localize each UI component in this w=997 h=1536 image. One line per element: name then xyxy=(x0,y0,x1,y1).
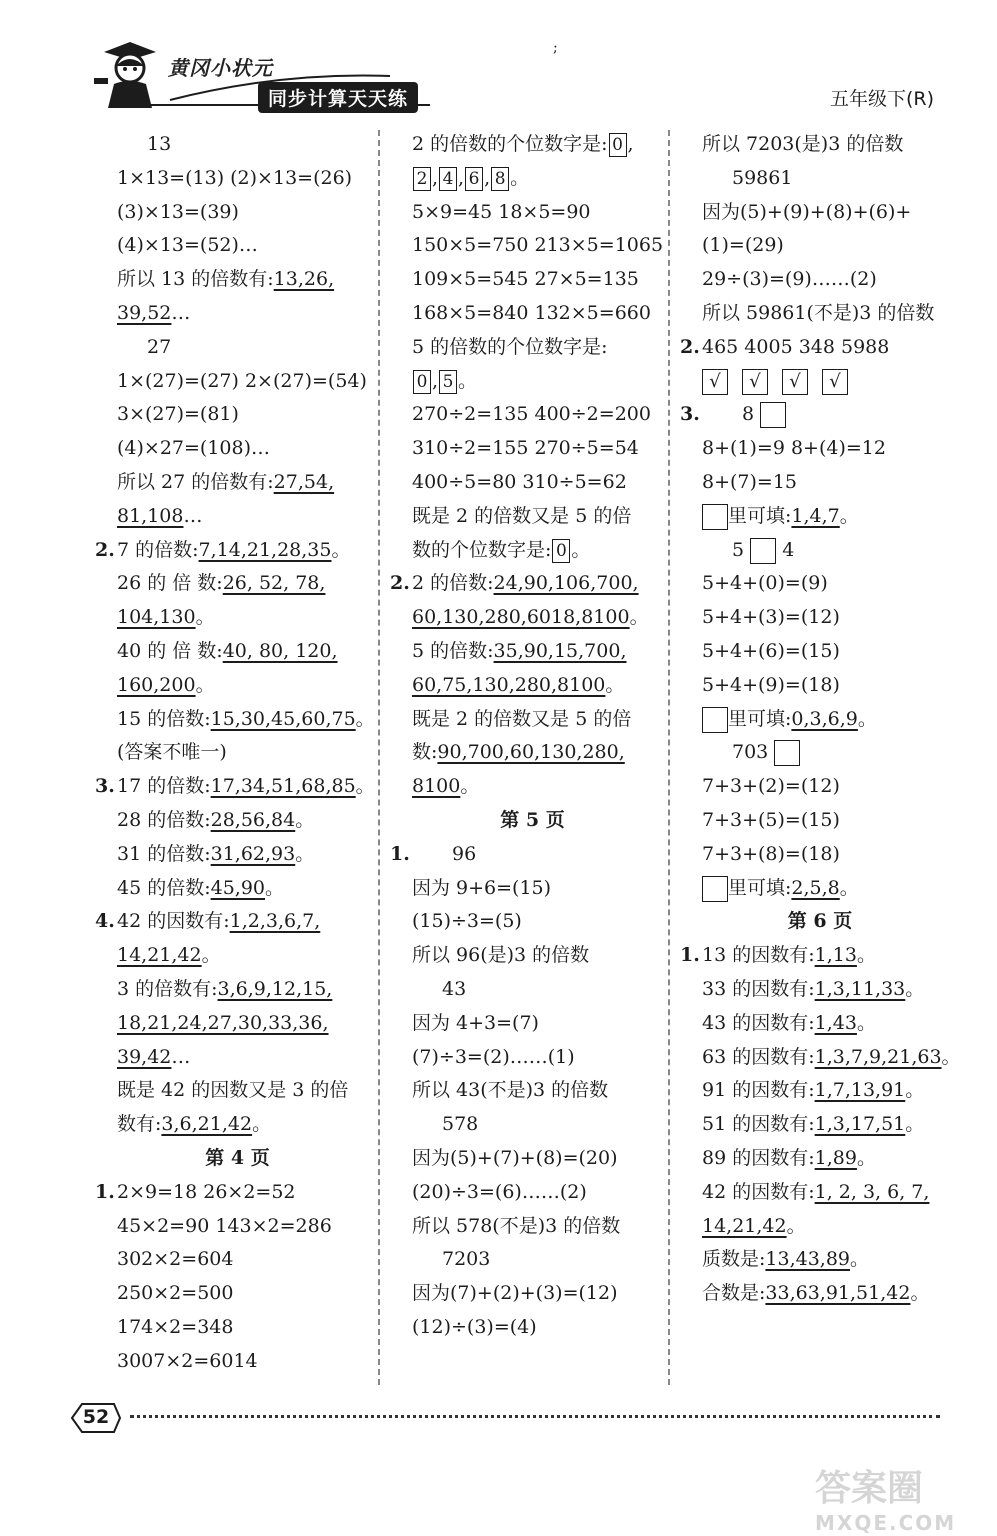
answer-line: 27 xyxy=(147,335,172,358)
answer-text: 。 xyxy=(850,1248,870,1271)
answer-line xyxy=(680,500,960,534)
answer-text: 质数是: xyxy=(702,1248,766,1271)
answer-line xyxy=(95,500,380,534)
answer-line: 8+(1)=9 8+(4)=12 xyxy=(702,437,886,460)
answer-line xyxy=(680,331,960,365)
answer-line xyxy=(95,1041,380,1075)
underlined-answer: 27,54, xyxy=(273,470,335,493)
series-title: 同步计算天天练 xyxy=(258,82,418,113)
answer-text: 。 xyxy=(941,1045,961,1068)
answer-line: 0 , 5 。 xyxy=(390,365,675,399)
question-number: 2. xyxy=(95,538,115,561)
underlined-answer: 1,13 xyxy=(814,944,857,967)
answer-column-2 xyxy=(390,128,675,1345)
underlined-answer: 24,90,106,700, xyxy=(493,572,639,595)
answer-line xyxy=(95,1007,380,1041)
answer-text: 51 的因数有: xyxy=(702,1113,815,1136)
answer-text: 89 的因数有: xyxy=(702,1146,815,1169)
answer-line: 13 xyxy=(147,133,172,155)
answer-line xyxy=(680,1176,960,1210)
blank-box xyxy=(702,876,728,902)
page-number: 52 xyxy=(82,1406,110,1428)
footer-dotted-rule xyxy=(130,1415,940,1418)
answer-line: 5+4+(9)=(18) xyxy=(702,673,840,696)
answer-text: 里可填: xyxy=(728,876,792,899)
answer-text: 。 xyxy=(857,707,877,730)
answer-line xyxy=(95,263,380,297)
answer-text: 。 xyxy=(856,1011,876,1034)
check-icon: √ xyxy=(742,369,768,395)
underlined-answer: 104,130 xyxy=(117,606,196,629)
boxed-digit: 6 xyxy=(465,167,483,191)
answer-line xyxy=(95,973,380,1007)
answer-line: 3007×2=6014 xyxy=(117,1349,258,1372)
answer-line: 所以 43(不是)3 的倍数 xyxy=(412,1079,609,1102)
page-header xyxy=(0,0,997,120)
answer-text: 40 的 倍 数: xyxy=(117,639,223,662)
boxed-digit: 2 xyxy=(413,167,431,191)
answer-text: 8 xyxy=(742,403,755,426)
underlined-answer: 1, 2, 3, 6, 7, xyxy=(814,1180,930,1203)
question-number: 1. xyxy=(95,1180,115,1203)
underlined-answer: 14,21,42 xyxy=(702,1214,787,1237)
answer-text: 17 的倍数: xyxy=(117,775,211,798)
answer-text: 。 xyxy=(605,673,625,696)
check-icon: √ xyxy=(782,369,808,395)
answer-text: 3 的倍数有: xyxy=(117,977,218,1000)
underlined-answer: 28,56,84 xyxy=(210,808,296,831)
answer-text: 45 的倍数: xyxy=(117,876,211,899)
answer-line: 1×(27)=(27) 2×(27)=(54) xyxy=(117,369,367,392)
answer-text: 42 的因数有: xyxy=(702,1180,815,1203)
underlined-answer: 7,14,21,28,35 xyxy=(198,538,332,561)
answer-line: 45×2=90 143×2=286 xyxy=(117,1214,332,1237)
answer-line xyxy=(95,770,380,804)
answer-column-1 xyxy=(95,128,380,1378)
answer-line: 因为(5)+(7)+(8)=(20) xyxy=(412,1146,618,1169)
answer-line: (3)×13=(39) xyxy=(117,200,239,223)
answer-line: 59861 xyxy=(732,166,793,189)
answer-text: 2 的倍数: xyxy=(412,572,494,595)
answer-text: 。 xyxy=(295,808,315,831)
answer-line: 310÷2=155 270÷5=54 xyxy=(412,437,639,460)
answer-text: 465 4005 348 5988 xyxy=(702,335,890,358)
answer-line: 7203 xyxy=(442,1248,491,1271)
answer-line: 因为(7)+(2)+(3)=(12) xyxy=(412,1282,618,1305)
answer-text: 。 xyxy=(786,1214,806,1237)
underlined-answer: 33,63,91,51,42 xyxy=(765,1282,911,1305)
answer-line: 既是 2 的倍数又是 5 的倍 xyxy=(412,504,632,527)
underlined-answer: 81,108 xyxy=(117,504,184,527)
answer-line: 3×(27)=(81) xyxy=(117,403,239,426)
top-mark: ; xyxy=(553,40,558,56)
underlined-answer: 1,3,7,9,21,63 xyxy=(814,1045,942,1068)
answer-line: 5×9=45 18×5=90 xyxy=(412,200,591,223)
answer-text: 43 的因数有: xyxy=(702,1011,815,1034)
answer-text: 里可填: xyxy=(728,707,792,730)
answer-line: 150×5=750 213×5=1065 xyxy=(412,234,664,257)
answer-line: 7+3+(2)=(12) xyxy=(702,775,840,798)
answer-line xyxy=(95,872,380,906)
underlined-answer: 13,43,89 xyxy=(765,1248,851,1271)
underlined-answer: 60,75,130,280,8100 xyxy=(412,673,606,696)
answer-line xyxy=(680,1041,960,1075)
answer-text: 。 xyxy=(856,1146,876,1169)
question-number: 3. xyxy=(680,403,700,426)
answer-line xyxy=(680,736,960,770)
answer-line xyxy=(680,398,960,432)
answer-line: (12)÷(3)=(4) xyxy=(412,1315,537,1338)
underlined-answer: 3,6,9,12,15, xyxy=(217,977,333,1000)
answer-text: … xyxy=(171,301,191,324)
answer-line: 所以 96(是)3 的倍数 xyxy=(412,944,590,967)
answer-text: 15 的倍数: xyxy=(117,707,211,730)
answer-text: 13 的因数有: xyxy=(702,944,815,967)
answer-line xyxy=(390,736,675,770)
underlined-answer: 60,130,280,6018,8100 xyxy=(412,606,630,629)
underlined-answer: 160,200 xyxy=(117,673,196,696)
underlined-answer: 39,52 xyxy=(117,301,172,324)
question-number: 2. xyxy=(680,335,700,358)
answer-line: 所以 59861(不是)3 的倍数 xyxy=(702,301,935,324)
answer-text: 26 的 倍 数: xyxy=(117,572,223,595)
answer-line: 29÷(3)=(9)……(2) xyxy=(702,268,877,291)
answer-line xyxy=(390,635,675,669)
underlined-answer: 1,4,7 xyxy=(791,504,840,527)
underlined-answer: 2,5,8 xyxy=(791,876,840,899)
answer-text: 。 xyxy=(629,606,649,629)
answer-line: 578 xyxy=(442,1113,479,1136)
answer-text: 63 的因数有: xyxy=(702,1045,815,1068)
answer-line xyxy=(95,635,380,669)
answer-text: 数: xyxy=(412,741,438,764)
grade-label: 五年级下(R) xyxy=(830,88,935,110)
answer-text: … xyxy=(171,1045,191,1068)
answer-text: 2×9=18 26×2=52 xyxy=(117,1180,296,1203)
answer-line: (4)×13=(52)… xyxy=(117,234,258,257)
question-number: 1. xyxy=(390,842,410,865)
answer-line: 因为(5)+(9)+(8)+(6)+ xyxy=(702,200,912,223)
answer-text: … xyxy=(183,504,203,527)
answer-column-3 xyxy=(680,128,960,1311)
answer-line: 数的个位数字是: 0 。 xyxy=(412,538,591,561)
answer-line: 1×13=(13) (2)×13=(26) xyxy=(117,166,353,189)
answer-line xyxy=(95,905,380,939)
answer-text: 里可填: xyxy=(728,504,792,527)
answer-text: 。 xyxy=(201,944,221,967)
answer-text: , xyxy=(627,133,634,155)
check-icon: √ xyxy=(822,369,848,395)
watermark xyxy=(815,1460,985,1535)
answer-text: 。 xyxy=(905,1079,925,1102)
scholar-mascot-icon xyxy=(90,38,170,110)
answer-text: 7 的倍数: xyxy=(117,538,199,561)
answer-text: 28 的倍数: xyxy=(117,808,211,831)
check-row xyxy=(680,365,960,399)
answer-line: (答案不唯一) xyxy=(117,741,227,764)
answer-line xyxy=(680,872,960,906)
answer-line: 5 的倍数的个位数字是: xyxy=(412,335,608,358)
underlined-answer: 26, 52, 78, xyxy=(222,572,326,595)
blank-box xyxy=(750,538,776,564)
answer-line xyxy=(95,939,380,973)
answer-line xyxy=(95,601,380,635)
watermark-title: 答案圈 xyxy=(815,1468,924,1509)
answer-text: 。 xyxy=(195,673,215,696)
blank-box xyxy=(774,740,800,766)
question-number: 1. xyxy=(680,944,700,967)
answer-line xyxy=(95,804,380,838)
answer-text: 。 xyxy=(905,977,925,1000)
answer-line xyxy=(95,703,380,737)
underlined-answer: 35,90,15,700, xyxy=(493,639,627,662)
answer-line: 7+3+(5)=(15) xyxy=(702,808,840,831)
answer-line xyxy=(390,669,675,703)
series-logo-text: 黄冈小状元 xyxy=(168,56,273,80)
answer-line: 因为 9+6=(15) xyxy=(412,876,552,899)
answer-text: 。 xyxy=(910,1282,930,1305)
answer-line: (15)÷3=(5) xyxy=(412,910,522,933)
answer-line: 400÷5=80 310÷5=62 xyxy=(412,470,627,493)
answer-text: 4 xyxy=(782,538,795,561)
answer-text: 33 的因数有: xyxy=(702,977,815,1000)
page-section-heading: 第 6 页 xyxy=(787,910,853,933)
underlined-answer: 1,43 xyxy=(814,1011,857,1034)
page-number-badge xyxy=(70,1402,122,1434)
boxed-digit: 0 xyxy=(413,370,431,394)
answer-text: 数有: xyxy=(117,1113,162,1136)
answer-line: 109×5=545 27×5=135 xyxy=(412,268,639,291)
underlined-answer: 1,3,11,33 xyxy=(814,977,906,1000)
check-icon: √ xyxy=(702,369,728,395)
blank-box xyxy=(702,707,728,733)
answer-line xyxy=(680,1108,960,1142)
answer-text: 2 的倍数的个位数字是: xyxy=(412,133,608,155)
boxed-digit: 4 xyxy=(439,167,457,191)
answer-line xyxy=(95,297,380,331)
answer-text: 。 xyxy=(295,842,315,865)
underlined-answer: 1,7,13,91 xyxy=(814,1079,906,1102)
underlined-answer: 39,42 xyxy=(117,1045,172,1068)
page-section-heading: 第 4 页 xyxy=(205,1146,270,1169)
answer-line xyxy=(680,534,960,568)
underlined-answer: 15,30,45,60,75 xyxy=(210,707,356,730)
answer-line xyxy=(95,838,380,872)
answer-text: 703 xyxy=(732,741,769,764)
underlined-answer: 18,21,24,27,30,33,36, xyxy=(117,1011,329,1034)
underlined-answer: 8100 xyxy=(412,775,461,798)
underlined-answer: 1,2,3,6,7, xyxy=(229,910,321,933)
underlined-answer: 14,21,42 xyxy=(117,944,202,967)
answer-line xyxy=(680,1243,960,1277)
answer-line xyxy=(680,1007,960,1041)
answer-line: 5+4+(0)=(9) xyxy=(702,572,828,595)
answer-line xyxy=(680,703,960,737)
answer-line: 43 xyxy=(442,977,467,1000)
underlined-answer: 17,34,51,68,85 xyxy=(210,775,356,798)
blank-box xyxy=(760,402,786,428)
answer-text: 数的个位数字是: xyxy=(412,538,552,561)
answer-line: 302×2=604 xyxy=(117,1248,234,1271)
answer-line: 所以 578(不是)3 的倍数 xyxy=(412,1214,621,1237)
answer-text: 。 xyxy=(856,944,876,967)
answer-line: 270÷2=135 400÷2=200 xyxy=(412,403,651,426)
boxed-digit: 0 xyxy=(552,539,570,563)
underlined-answer: 45,90 xyxy=(210,876,266,899)
answer-text: 。 xyxy=(355,707,375,730)
underlined-answer: 0,3,6,9 xyxy=(791,707,858,730)
answer-line xyxy=(390,567,675,601)
answer-text: 。 xyxy=(839,504,859,527)
answer-line xyxy=(95,466,380,500)
answer-line xyxy=(390,601,675,635)
watermark-url: MXQE.COM xyxy=(815,1511,957,1535)
boxed-digit: 8 xyxy=(491,167,509,191)
answer-line xyxy=(680,973,960,1007)
boxed-digit: 5 xyxy=(439,370,457,394)
underlined-answer: 31,62,93 xyxy=(210,842,296,865)
answer-line xyxy=(680,1277,960,1311)
answer-line xyxy=(95,669,380,703)
answer-line: 因为 4+3=(7) xyxy=(412,1011,539,1034)
answer-line xyxy=(390,838,675,872)
answer-line xyxy=(680,1210,960,1244)
underlined-answer: 1,89 xyxy=(814,1146,857,1169)
question-number: 2. xyxy=(390,572,410,595)
underlined-answer: 40, 80, 120, xyxy=(222,639,338,662)
answer-text: 31 的倍数: xyxy=(117,842,211,865)
answer-line xyxy=(390,770,675,804)
underlined-answer: 1,3,17,51 xyxy=(814,1113,906,1136)
answer-line xyxy=(95,567,380,601)
underlined-answer: 13,26, xyxy=(273,268,335,291)
answer-line: 既是 42 的因数又是 3 的倍 xyxy=(117,1079,349,1102)
answer-line xyxy=(390,128,675,162)
answer-line xyxy=(680,939,960,973)
blank-box xyxy=(702,504,728,530)
answer-text: 5 xyxy=(732,538,745,561)
answer-text: 。 xyxy=(195,606,215,629)
answer-line: (4)×27=(108)… xyxy=(117,437,271,460)
answer-text: 。 xyxy=(331,538,351,561)
answer-text: 5 的倍数: xyxy=(412,639,494,662)
answer-line: 250×2=500 xyxy=(117,1282,234,1305)
answer-text: 。 xyxy=(252,1113,272,1136)
boxed-digit: 0 xyxy=(609,133,627,157)
answer-line: 7+3+(8)=(18) xyxy=(702,842,840,865)
question-number: 4. xyxy=(95,910,115,933)
answer-text: 。 xyxy=(460,775,480,798)
answer-text: 91 的因数有: xyxy=(702,1079,815,1102)
page-section-heading: 第 5 页 xyxy=(500,808,565,831)
answer-line: 5+4+(3)=(12) xyxy=(702,606,840,629)
answer-text: 合数是: xyxy=(702,1282,766,1305)
underlined-answer: 3,6,21,42 xyxy=(161,1113,253,1136)
answer-line: (20)÷3=(6)……(2) xyxy=(412,1180,587,1203)
answer-text: 。 xyxy=(355,775,375,798)
question-number: 3. xyxy=(95,775,115,798)
answer-text: 。 xyxy=(905,1113,925,1136)
answer-text: 96 xyxy=(452,842,477,865)
answer-line: 所以 7203(是)3 的倍数 xyxy=(702,133,904,155)
answer-text: 所以 13 的倍数有: xyxy=(117,268,274,291)
answer-line xyxy=(95,534,380,568)
answer-text: 所以 27 的倍数有: xyxy=(117,470,274,493)
answer-line: 5+4+(6)=(15) xyxy=(702,639,840,662)
answer-line xyxy=(680,1142,960,1176)
answer-line xyxy=(95,1108,380,1142)
answer-line: (7)÷3=(2)……(1) xyxy=(412,1045,575,1068)
answer-text: 。 xyxy=(265,876,285,899)
underlined-answer: 90,700,60,130,280, xyxy=(437,741,625,764)
answer-line xyxy=(95,1176,380,1210)
answer-text: 42 的因数有: xyxy=(117,910,230,933)
answer-line: (1)=(29) xyxy=(702,234,784,257)
answer-line: 174×2=348 xyxy=(117,1315,234,1338)
answer-line: 既是 2 的倍数又是 5 的倍 xyxy=(412,707,632,730)
answer-line: 168×5=840 132×5=660 xyxy=(412,301,651,324)
answer-text: 。 xyxy=(839,876,859,899)
answer-line: 2 , 4 , 6 , 8 。 xyxy=(390,162,675,196)
answer-line: 8+(7)=15 xyxy=(702,470,798,493)
answer-line xyxy=(680,1074,960,1108)
